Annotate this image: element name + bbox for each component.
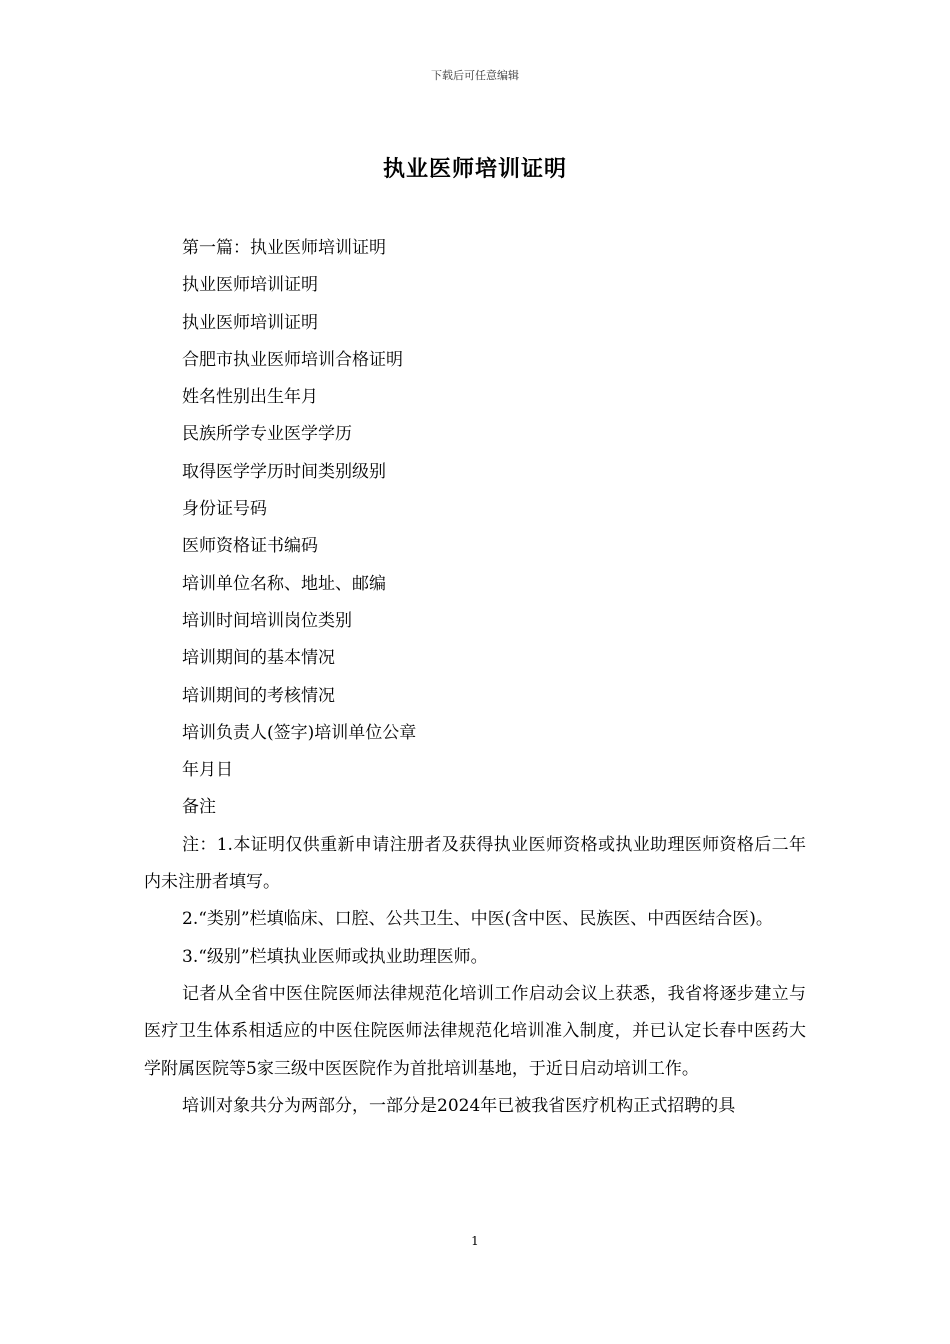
body-line: 年月日	[182, 760, 233, 781]
body-line: 培训期间的基本情况	[182, 648, 335, 669]
page-number: 1	[471, 1234, 479, 1248]
body-paragraph: 3.“级别”栏填执业医师或执业助理医师。	[182, 946, 488, 967]
document-title: 执业医师培训证明	[382, 157, 567, 182]
body-line: 第一篇：执业医师培训证明	[182, 238, 386, 258]
body-paragraph: 2.“类别”栏填临床、口腔、公共卫生、中医(含中医、民族医、中西医结合医)。	[182, 909, 773, 930]
body-line: 民族所学专业医学学历	[182, 424, 352, 445]
body-paragraph: 记者从全省中医住院医师法律规范化培训工作启动会议上获悉，我省将逐步建立与医疗卫生体系相适应的中医住院医师法律规范化培训准入制度，并已认定长春中医药大学附属医院等5家三级中医医院作为首批培训基地，于近日启动培训工作。	[144, 983, 806, 1079]
body-line: 培训时间培训岗位类别	[182, 610, 352, 631]
body-line: 身份证号码	[182, 499, 267, 520]
body-line: 培训期间的考核情况	[182, 685, 335, 706]
body-line: 医师资格证书编码	[182, 536, 318, 557]
body-line: 取得医学学历时间类别级别	[182, 461, 386, 482]
body-line: 培训负责人(签字)培训单位公章	[182, 722, 417, 743]
document-body	[144, 230, 806, 1125]
body-line: 执业医师培训证明	[182, 312, 318, 333]
body-line: 培训单位名称、地址、邮编	[182, 573, 386, 594]
body-paragraph: 注：1.本证明仅供重新申请注册者及获得执业医师资格或执业助理医师资格后二年内未注册者填写。	[144, 834, 806, 893]
body-paragraph: 培训对象共分为两部分，一部分是2024年已被我省医疗机构正式招聘的具	[182, 1095, 736, 1116]
header-note: 下载后可任意编辑	[431, 69, 519, 82]
body-line: 合肥市执业医师培训合格证明	[182, 349, 403, 370]
body-line: 执业医师培训证明	[182, 275, 318, 296]
body-line: 姓名性别出生年月	[182, 387, 318, 408]
body-line: 备注	[182, 797, 216, 818]
